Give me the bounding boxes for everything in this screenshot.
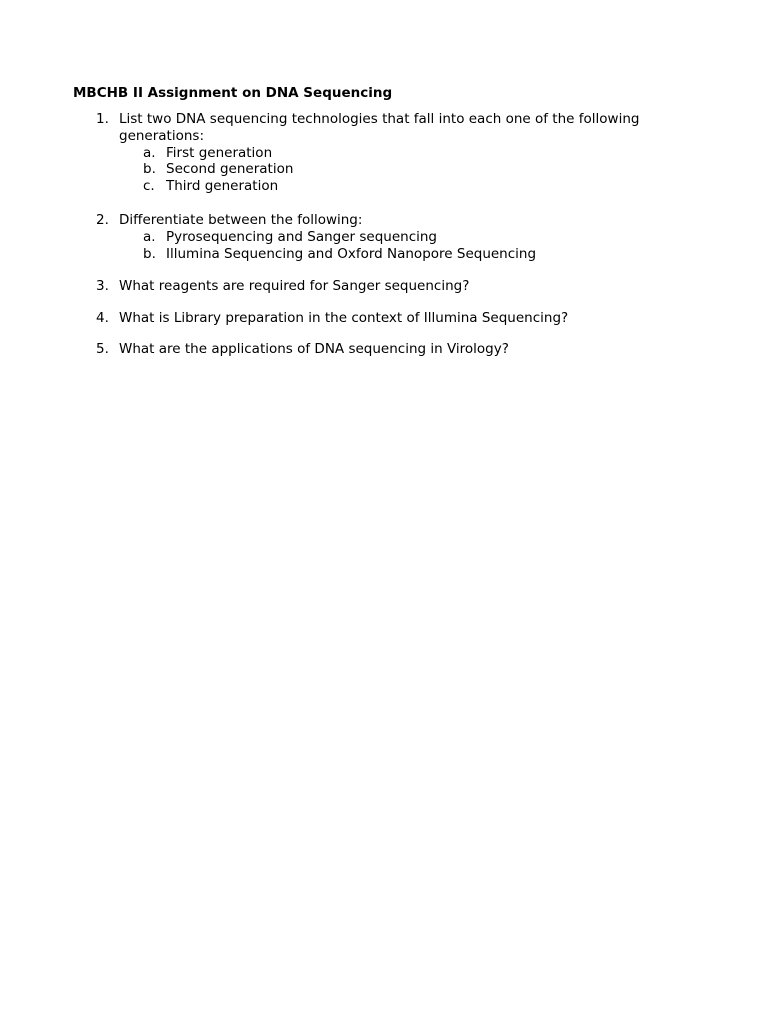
question-2 — [96, 212, 696, 262]
question-text: What is Library preparation in the context of Illumina Sequencing? — [119, 310, 569, 326]
question-5 — [96, 341, 696, 358]
subitem-letter: a. — [143, 228, 156, 245]
subitem-a — [96, 229, 696, 246]
question-text: List two DNA sequencing technologies that fall into each one of the following generations: — [119, 111, 640, 144]
subitem-a — [96, 145, 696, 162]
subitem-text: Pyrosequencing and Sanger sequencing — [166, 228, 437, 245]
subitem-text: First generation — [166, 144, 273, 161]
subitem-text: Illumina Sequencing and Oxford Nanopore Sequencing — [166, 245, 537, 262]
subitem-letter: a. — [143, 144, 156, 161]
question-3 — [96, 278, 696, 295]
question-number: 5. — [96, 341, 109, 357]
subitem-text: Third generation — [166, 178, 279, 195]
question-number: 2. — [96, 212, 109, 228]
document-title: MBCHB II Assignment on DNA Sequencing — [73, 85, 393, 101]
question-text: What are the applications of DNA sequencing in Virology? — [119, 341, 509, 357]
question-number: 1. — [96, 111, 109, 127]
subitem-text: Second generation — [166, 161, 294, 178]
subitem-letter: c. — [143, 178, 155, 195]
question-number: 4. — [96, 310, 109, 326]
question-1 — [96, 111, 696, 195]
question-4 — [96, 310, 696, 327]
question-text: Differentiate between the following: — [119, 212, 363, 228]
question-number: 3. — [96, 278, 109, 294]
subitem-letter: b. — [143, 245, 156, 262]
question-text: What reagents are required for Sanger sequencing? — [119, 278, 470, 294]
subitem-letter: b. — [143, 161, 156, 178]
subitem-b — [96, 246, 696, 263]
subitem-b — [96, 161, 696, 178]
subitem-c — [96, 178, 696, 195]
